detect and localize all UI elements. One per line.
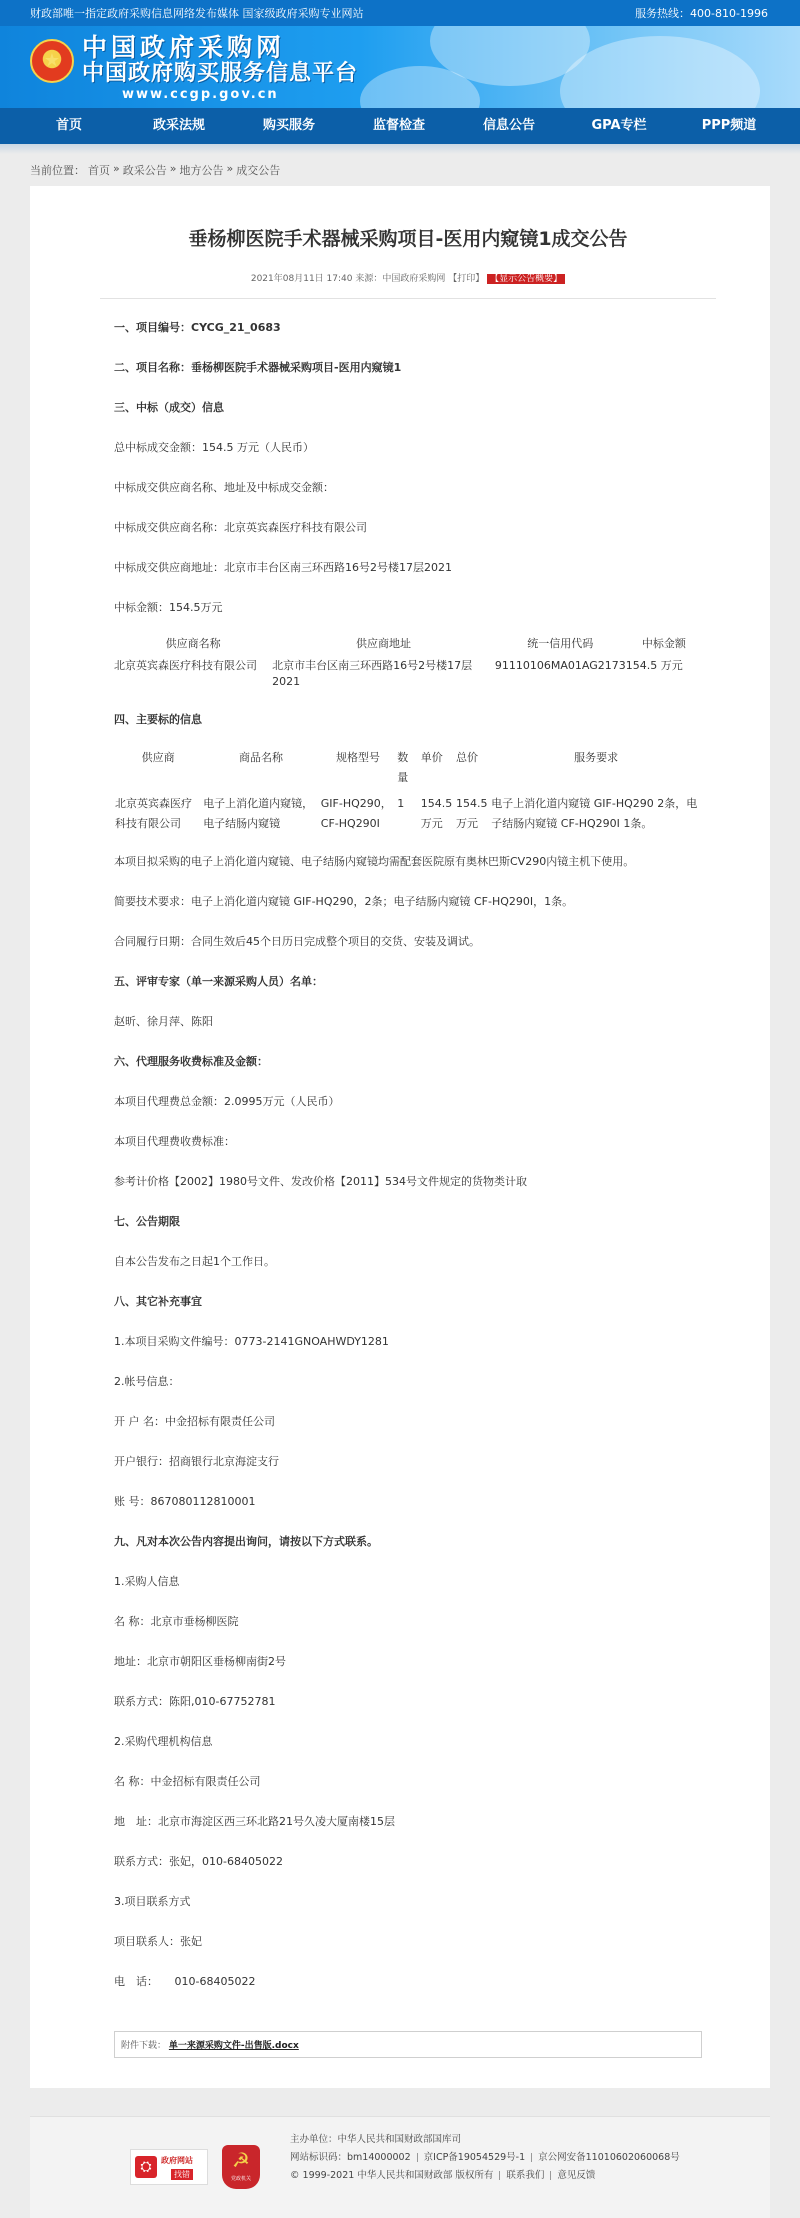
table-cell: 91110106MA01AG2173 (494, 659, 626, 672)
project-number: 一、项目编号：CYCG_21_0683 (114, 321, 281, 334)
nav-item-purchase-services[interactable]: 购买服务 (262, 118, 315, 133)
table-header: 供应商名称 (165, 637, 221, 650)
paragraph: 合同履行日期：合同生效后45个日历日完成整个项目的交货、安装及调试。 (114, 935, 480, 948)
footer-police-link[interactable]: 京公网安备11010602060068号 (538, 2152, 680, 2163)
table-header: 规格型号 (336, 751, 380, 764)
table-header: 单价 (420, 751, 443, 764)
paragraph: 地 址：北京市海淀区西三环北路21号久凌大厦南楼15层 (114, 1815, 395, 1828)
nav-item-regulations[interactable]: 政采法规 (152, 118, 205, 133)
section-heading: 八、其它补充事宜 (114, 1295, 202, 1308)
paragraph: 赵昕、徐月萍、陈阳 (114, 1015, 213, 1028)
party-emblem-icon: ☭ (232, 2148, 250, 2172)
party-gov-badge[interactable]: ☭ 党政机关 (222, 2145, 260, 2189)
table-cell: 154.5万元 (420, 797, 453, 830)
breadcrumb-deal-notices[interactable]: 成交公告 (236, 164, 281, 177)
paragraph: 电 话： 010-68405022 (114, 1975, 256, 1988)
table-cell: 北京英宾森医疗科技有限公司 (114, 659, 257, 672)
nav-item-gpa[interactable]: GPA专栏 (591, 118, 647, 133)
page-title: 垂杨柳医院手术器械采购项目-医用内窥镜1成交公告 (188, 228, 628, 250)
table-header: 供应商地址 (356, 637, 412, 650)
breadcrumb-local-notices[interactable]: 地方公告 (179, 164, 224, 177)
paragraph: 开 户 名：中金招标有限责任公司 (114, 1415, 275, 1428)
site-url: www.ccgp.gov.cn (122, 87, 279, 102)
paragraph: 名 称：北京市垂杨柳医院 (114, 1615, 239, 1628)
table-cell: 1 (397, 797, 405, 810)
paragraph: 总中标成交金额：154.5 万元（人民币） (114, 441, 314, 454)
footer-organizer: 主办单位：中华人民共和国财政部国库司 (290, 2134, 462, 2145)
attachment-download-link[interactable]: 单一来源采购文件-出售版.docx (168, 2041, 299, 2051)
paragraph: 2.帐号信息： (114, 1375, 180, 1388)
paragraph: 简要技术要求：电子上消化道内窥镜 GIF-HQ290，2条；电子结肠内窥镜 CF-HQ290I，1条。 (114, 895, 574, 908)
paragraph: 联系方式：张妃，010-68405022 (114, 1855, 283, 1868)
paragraph: 2.采购代理机构信息 (114, 1735, 213, 1748)
table-cell: GIF-HQ290，CF-HQ290I (320, 797, 392, 830)
publish-date: 2021年08月11日 17:40 (250, 274, 353, 284)
source-label: 来源：中国政府采购网 (355, 274, 446, 284)
paragraph: 项目联系人：张妃 (114, 1935, 202, 1948)
table-header: 商品名称 (238, 751, 283, 764)
paragraph: 本项目代理费收费标准： (114, 1135, 235, 1148)
section-heading: 六、代理服务收费标准及金额： (114, 1055, 268, 1068)
footer-feedback-link[interactable]: 意见反馈 (557, 2170, 596, 2181)
attachment-label: 附件下载： (121, 2041, 167, 2051)
attachment-box (114, 2031, 702, 2058)
paragraph: 自本公告发布之日起1个工作日。 (114, 1255, 275, 1268)
table-cell: 电子上消化道内窥镜 GIF-HQ290 2条，电子结肠内窥镜 CF-HQ290I 1条。 (491, 797, 698, 830)
emblem-icon: ⛭ (135, 2156, 157, 2178)
section-heading: 九、凡对本次公告内容提出询问，请按以下方式联系。 (114, 1535, 378, 1548)
top-bar (0, 0, 800, 26)
paragraph: 地址：北京市朝阳区垂杨柳南街2号 (114, 1655, 286, 1668)
paragraph: 中标成交供应商名称：北京英宾森医疗科技有限公司 (114, 521, 367, 534)
nav-item-announcements[interactable]: 信息公告 (482, 118, 535, 133)
supplier-table (114, 633, 702, 693)
table-header: 中标金额 (641, 637, 686, 650)
table-header-row (114, 745, 702, 791)
paragraph: 参考计价格【2002】1980号文件、发改价格【2011】534号文件规定的货物类计取 (114, 1175, 527, 1188)
table-header: 数量 (397, 751, 409, 784)
site-footer (30, 2116, 770, 2218)
table-cell: 154.5 万元 (625, 659, 683, 672)
footer-contact-link[interactable]: 联系我们 (506, 2170, 545, 2181)
section-heading: 四、主要标的信息 (114, 713, 202, 726)
nav-item-supervision[interactable]: 监督检查 (372, 118, 425, 133)
paragraph: 联系方式：陈阳,010-67752781 (114, 1695, 276, 1708)
paragraph: 1.本项目采购文件编号：0773-2141GNOAHWDY1281 (114, 1335, 389, 1348)
site-subtitle: 中国政府购买服务信息平台 (82, 61, 359, 86)
section-heading: 七、公告期限 (114, 1215, 180, 1228)
breadcrumb: 当前位置： 首页 » 政采公告 » 地方公告 » 成交公告 (30, 162, 281, 177)
table-row (114, 655, 702, 693)
site-title: 中国政府采购网 (82, 33, 286, 62)
paragraph: 本项目代理费总金额：2.0995万元（人民币） (114, 1095, 340, 1108)
table-cell: 北京市丰台区南三环西路16号2号楼17层2021 (272, 659, 473, 688)
paragraph: 3.项目联系方式 (114, 1895, 191, 1908)
paragraph: 中标成交供应商名称、地址及中标成交金额： (114, 481, 334, 494)
site-banner (0, 26, 800, 108)
goods-table (114, 745, 702, 837)
site-logo[interactable] (82, 34, 358, 104)
table-cell: 北京英宾森医疗科技有限公司 (115, 797, 192, 830)
table-header-row (114, 633, 702, 655)
paragraph: 1.采购人信息 (114, 1575, 180, 1588)
table-row (114, 791, 702, 837)
national-emblem-icon: ★ (30, 39, 74, 83)
top-bar-slogan: 财政部唯一指定政府采购信息网络发布媒体 国家级政府采购专业网站 (30, 7, 364, 20)
table-header: 服务要求 (574, 751, 619, 764)
paragraph: 开户银行：招商银行北京海淀支行 (114, 1455, 279, 1468)
paragraph: 账 号：867080112810001 (114, 1495, 256, 1508)
print-link[interactable]: 【打印】 (448, 274, 485, 284)
show-summary-button[interactable]: 【显示公告概要】 (487, 274, 565, 284)
table-header: 统一信用代码 (527, 637, 594, 650)
table-cell: 154.5万元 (456, 797, 488, 830)
paragraph: 名 称：中金招标有限责任公司 (114, 1775, 261, 1788)
breadcrumb-home[interactable]: 首页 (88, 164, 110, 177)
paragraph: 中标成交供应商地址：北京市丰台区南三环西路16号2号楼17层2021 (114, 561, 452, 574)
article-body (114, 309, 702, 2003)
table-header: 总价 (456, 751, 478, 764)
table-header: 供应商 (141, 751, 175, 764)
service-hotline: 服务热线：400-810-1996 (635, 7, 768, 20)
footer-site-id: 网站标识码：bm14000002 (290, 2152, 411, 2163)
section-heading: 五、评审专家（单一来源采购人员）名单： (114, 975, 323, 988)
paragraph: 本项目拟采购的电子上消化道内窥镜、电子结肠内窥镜均需配套医院原有奥林巴斯CV290内镜主机下使用。 (114, 855, 635, 868)
article-card (30, 186, 770, 2088)
footer-icp-link[interactable]: 京ICP备19054529号-1 (423, 2152, 526, 2163)
paragraph: 中标金额：154.5万元 (114, 601, 223, 614)
project-name: 二、项目名称：垂杨柳医院手术器械采购项目-医用内窥镜1 (114, 361, 402, 374)
breadcrumb-notices[interactable]: 政采公告 (122, 164, 167, 177)
footer-info (290, 2131, 680, 2185)
main-nav (0, 108, 800, 144)
section-heading: 三、中标（成交）信息 (114, 401, 224, 414)
article-meta (100, 271, 716, 299)
nav-item-home[interactable]: 首页 (55, 118, 82, 133)
table-cell: 电子上消化道内窥镜，电子结肠内窥镜 (203, 797, 314, 830)
nav-item-ppp[interactable]: PPP频道 (701, 118, 757, 133)
gov-site-error-report-badge[interactable]: ⛭ 政府网站 找错 (130, 2149, 208, 2185)
footer-copyright: © 1999-2021 中华人民共和国财政部 版权所有 (290, 2170, 494, 2181)
